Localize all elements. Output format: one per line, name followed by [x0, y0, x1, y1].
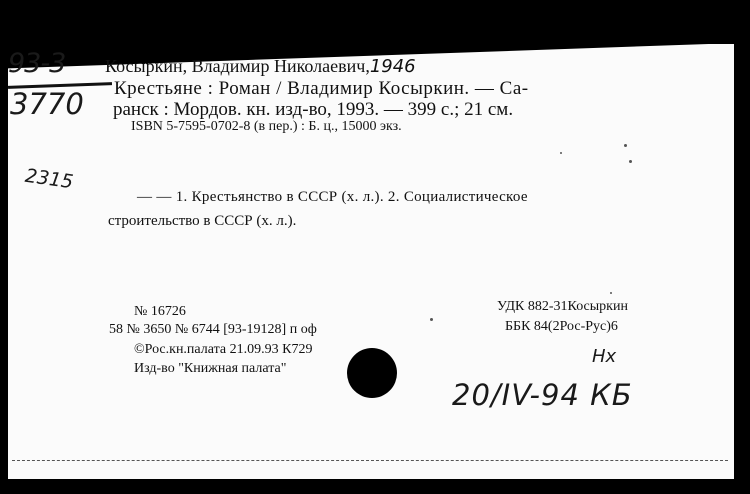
scan-speck	[430, 318, 433, 321]
isbn-line: ISBN 5-7595-0702-8 (в пер.) : Б. ц., 15000 экз.	[131, 119, 402, 134]
punch-hole	[347, 348, 397, 398]
subject-headings-line2: строительство в СССР (х. л.).	[108, 213, 297, 229]
card-bottom-edge	[12, 460, 728, 461]
udk-code: УДК 882-31Косыркин	[497, 299, 628, 314]
imprint: ранск : Мордов. кн. изд-во, 1993. — 399 с.; 21 см.	[113, 99, 514, 120]
title-statement: Крестьяне : Роман / Владимир Косыркин. — Са-	[114, 78, 529, 99]
card-number: № 16726	[134, 304, 186, 319]
scan-speck	[624, 144, 627, 147]
handwritten-initials: Нх	[592, 346, 617, 367]
registration-numbers: 58 № 3650 № 6744 [93-19128] п оф	[109, 322, 317, 337]
author-year: 1946	[369, 56, 416, 77]
handwritten-date: 20/IV-94 КБ	[452, 378, 633, 412]
bbk-code: ББК 84(2Рос-Рус)6	[505, 319, 618, 334]
chamber-copyright: ©Рос.кн.палата 21.09.93 К729	[134, 342, 313, 357]
handwritten-note: 2315	[23, 164, 75, 194]
author-heading	[105, 56, 416, 77]
call-number-bottom: 3770	[10, 87, 84, 121]
author-name: Косыркин, Владимир Николаевич,	[105, 56, 370, 76]
scan-speck	[610, 292, 612, 294]
subject-headings-line1: — — 1. Крестьянство в СССР (х. л.). 2. Социалистическое	[137, 189, 528, 205]
scan-speck	[629, 160, 632, 163]
call-number-top: 93-3	[8, 48, 66, 79]
publisher-note: Изд-во "Книжная палата"	[134, 361, 287, 376]
scan-speck	[560, 152, 562, 154]
